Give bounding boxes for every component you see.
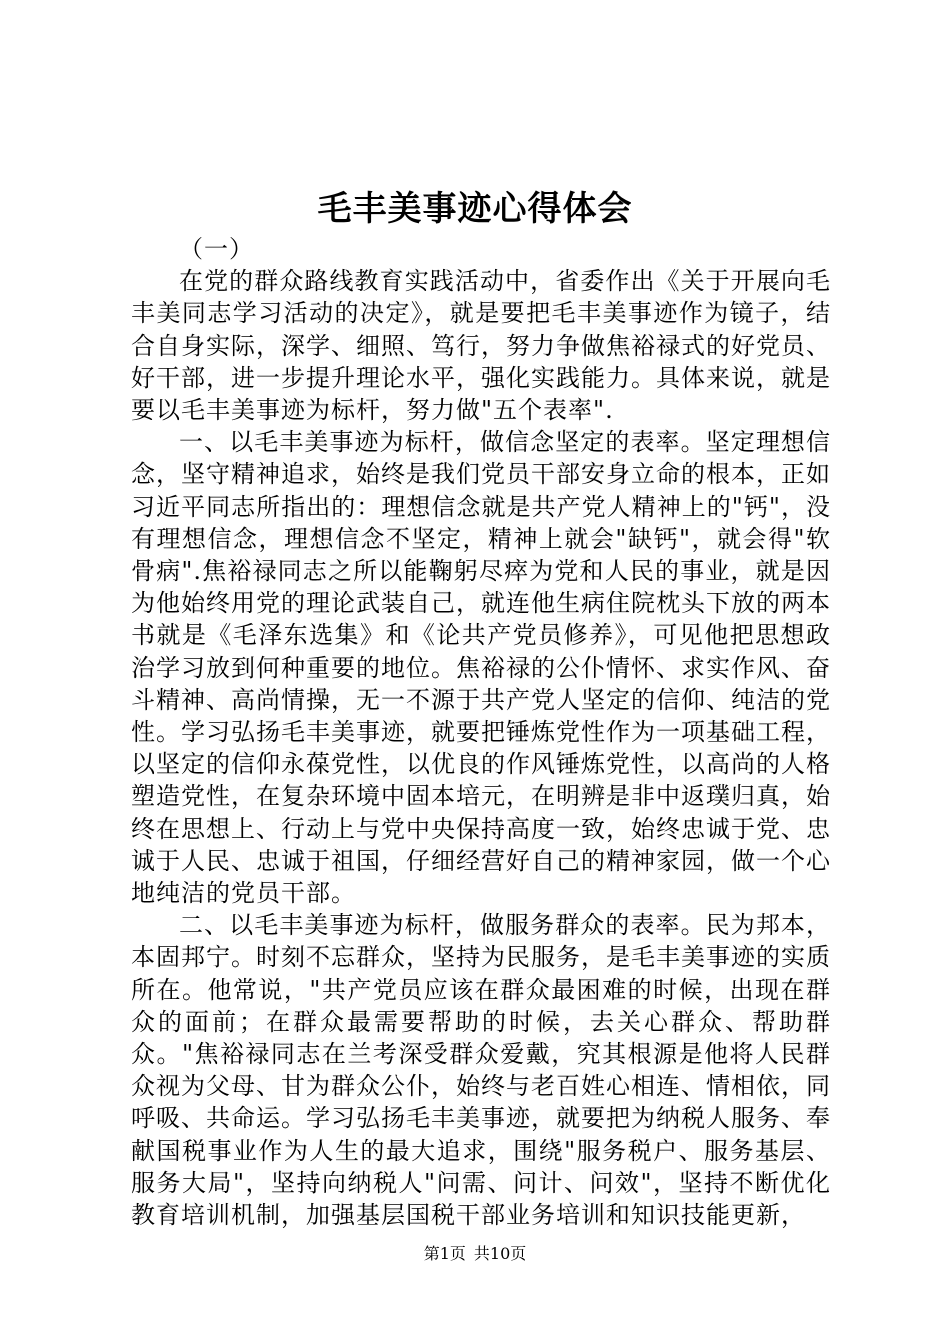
page-footer <box>0 1243 950 1265</box>
intro-paragraph: 在党的群众路线教育实践活动中，省委作出《关于开展向毛丰美同志学习活动的决定》，就是要把毛丰美事迹作为镜子，结合自身实际，深学、细照、笃行，努力争做焦裕禄式的好党员、好干部，进一步提升理论水平，强化实践能力。具体来说，就是要以毛丰美事迹为标杆，努力做"五个表率". <box>131 267 831 425</box>
paragraph-one: 一、以毛丰美事迹为标杆，做信念坚定的表率。坚定理想信念，坚守精神追求，始终是我们党员干部安身立命的根本，正如习近平同志所指出的：理想信念就是共产党人精神上的"钙"，没有理想信念，理想信念不坚定，精神上就会"缺钙"，就会得"软骨病".焦裕禄同志之所以能鞠躬尽瘁为党和人民的事业，就是因为他始终用党的理论武装自己，就连他生病住院枕头下放的两本书就是《毛泽东选集》和《论共产党员修养》，可见他把思想政治学习放到何种重要的地位。焦裕禄的公仆情怀、求实作风、奋斗精神、高尚情操，无一不源于共产党人坚定的信仰、纯洁的党性。学习弘扬毛丰美事迹，就要把锤炼党性作为一项基础工程，以坚定的信仰永葆党性，以优良的作风锤炼党性，以高尚的人格塑造党性，在复杂环境中固本培元，在明辨是非中返璞归真，始终在思想上、行动上与党中央保持高度一致，始终忠诚于党、忠诚于人民、忠诚于祖国，仔细经营好自己的精神家园，做一个心地纯洁的党员干部。 <box>131 428 831 908</box>
document-title: 毛丰美事迹心得体会 <box>317 189 633 229</box>
page-number: 第1页 <box>423 1244 466 1263</box>
paragraph-two: 二、以毛丰美事迹为标杆，做服务群众的表率。民为邦本，本固邦宁。时刻不忘群众，坚持为民服务，是毛丰美事迹的实质所在。他常说，"共产党员应该在群众最困难的时候，出现在群众的面前；在群众最需要帮助的时候，去关心群众、帮助群众。"焦裕禄同志在兰考深受群众爱戴，究其根源是他将人民群众视为父母、甘为群众公仆，始终与老百姓心相连、情相依，同呼吸、共命运。学习弘扬毛丰美事迹，就要把为纳税人服务、奉献国税事业作为人生的最大追求，围绕"服务税户、服务基层、服务大局"，坚持向纳税人"问需、问计、问效"，坚持不断优化教育培训机制，加强基层国税干部业务培训和知识技能更新， <box>131 911 831 1230</box>
page-total: 共10页 <box>473 1244 527 1263</box>
section-marker: （一） <box>179 235 254 263</box>
document-body <box>131 233 831 1231</box>
